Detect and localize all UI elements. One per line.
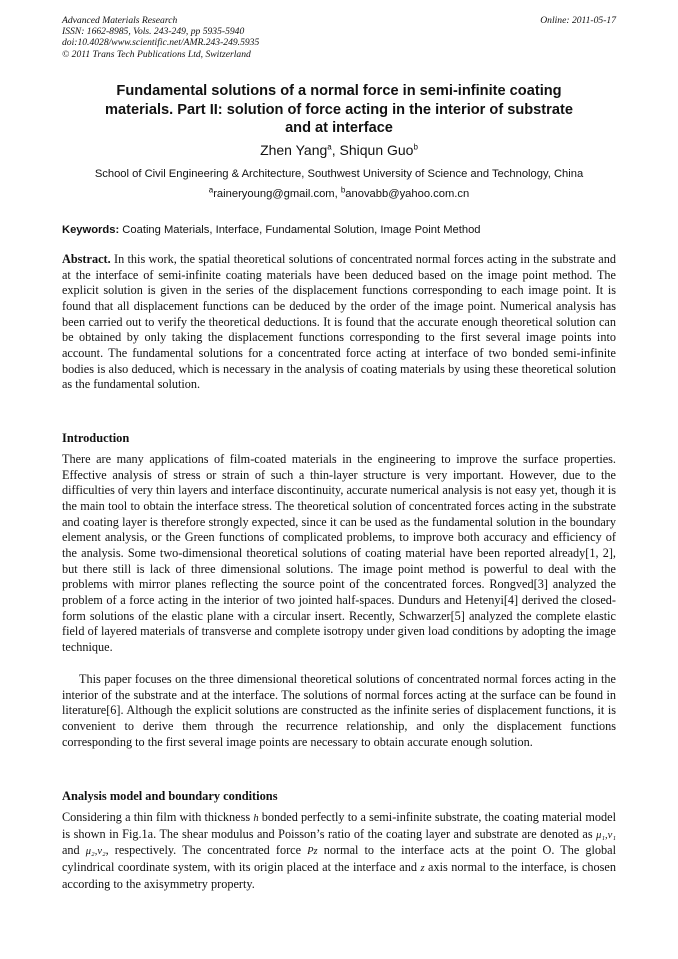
issn-line: ISSN: 1662-8985, Vols. 243-249, pp 5935-5940 xyxy=(62,26,245,38)
math-symbol: z xyxy=(420,862,425,874)
abstract xyxy=(62,252,616,393)
affiliation-marker: a xyxy=(327,142,332,152)
math-symbol: h xyxy=(253,813,259,824)
doi-line: doi:10.4028/www.scientific.net/AMR.243-249.5935 xyxy=(62,37,260,49)
analysis-text: bonded perfectly to a semi-infinite substrate, the coating material model is shown in Fig.1a. The shear modulus and Poisson’s ratio of the coating layer and substrate are denoted as xyxy=(62,810,616,841)
section-heading-analysis: Analysis model and boundary conditions xyxy=(62,789,278,803)
section-heading-introduction: Introduction xyxy=(62,431,130,445)
author-separator: , xyxy=(331,142,340,158)
analysis-paragraph xyxy=(62,810,616,892)
affiliation-marker: b xyxy=(413,142,418,152)
online-date: Online: 2011-05-17 xyxy=(540,15,616,26)
author-list xyxy=(62,141,616,159)
introduction-paragraph: There are many applications of film-coated materials in the engineering to improve the surface properties. Effective analysis of stress or strain of such a thin-layer structure is very important. However, due to the difficulties of very thin layers and interface discontinuity, accurate numerical analysis is not easy yet, though it is the main tool to obtain the interface stress. The theoretical solution of concentrated forces acting in the substrate and coating layer is therefore strongly expected, since it can be used as the fundamental solution in the boundary element analysis, or the Green functions of complicated problems, to improve both accuracy and efficiency of the analysis. Some two-dimensional theoretical solutions of coating material have been reported already[1, 2], but there still is lack of three dimensional solutions. The image point method is powerful to deal with the problems with mirror planes reflecting the source point of the concentrated forces. Rongved[3] analyzed the problem of a force acting in the interior of two jointed half-spaces. Dundurs and Hetenyi[4] derived the closed-form solutions of the elastic plane with a circular insert. Recently, Schwarzer[5] analyzed the complete elastic field of layered materials of transverse and complete isotropy under given load conditions by adopting the image technique. xyxy=(62,452,616,654)
journal-header xyxy=(62,15,616,60)
email-link[interactable]: anovabb@yahoo.com.cn xyxy=(345,188,470,200)
introduction-paragraph: This paper focuses on the three dimensional theoretical solutions of concentrated normal forces acting in the interior of the substrate and at the interface. The solutions of normal forces acting at the surface can be found in literature[6]. Although the explicit solutions are constructed as the infinite series of displacement functions, it is convenient to derive them through the recurrence relationship, and only the displacement functions corresponding to the first several image points are necessary to obtain accurate enough solution. xyxy=(62,672,616,749)
title-line-3: and at interface xyxy=(285,120,393,136)
abstract-text: In this work, the spatial theoretical solutions of concentrated normal forces acting in the substrate and at the interface of semi-infinite coating materials have been deduced based on the image point method. The explicit solution is given in the series of the displacement functions corresponding to each image point. It is found that all displacement functions can be deduced by the order of the image point. Numerical analysis has been carried out to verify the theoretical deductions. It is found that the accurate enough theoretical solution can be obtained by only taking the displacement functions corresponding to the first several image points into account. The fundamental solutions for a concentrated force acting at interface of two bonded semi-infinite bodies is also deduced, which is necessary in the analysis of coating materials by using these theoretical solution as the fundamental solution. xyxy=(62,252,616,392)
paper-title xyxy=(62,82,616,138)
title-line-1: Fundamental solutions of a normal force in semi-infinite coating xyxy=(116,83,562,99)
analysis-text: and xyxy=(62,843,86,858)
analysis-text: , respectively. The concentrated force xyxy=(105,843,308,858)
abstract-label: Abstract. xyxy=(62,252,111,266)
email-marker: b xyxy=(340,185,346,195)
math-symbol: μ₁,ν₁ xyxy=(596,829,616,841)
math-symbol: μ₂,ν₂ xyxy=(85,846,106,858)
affiliation: School of Civil Engineering & Architecture, Southwest University of Science and Technology, China xyxy=(94,168,584,180)
author-emails xyxy=(62,187,616,201)
copyright-line: © 2011 Trans Tech Publications Ltd, Switzerland xyxy=(62,48,251,60)
journal-name: Advanced Materials Research xyxy=(62,15,178,26)
keywords-label: Keywords: xyxy=(62,224,120,236)
email-marker: a xyxy=(208,185,214,195)
keywords xyxy=(62,223,616,237)
analysis-text: axis normal to the interface, is chosen according to the axisymmetry property. xyxy=(62,859,616,891)
email-link[interactable]: raineryoung@gmail.com, xyxy=(213,188,341,200)
math-symbol: Pz xyxy=(307,846,318,858)
keywords-text: Coating Materials, Interface, Fundamental Solution, Image Point Method xyxy=(119,224,481,236)
author-name: Zhen Yang xyxy=(260,142,328,158)
title-line-2: materials. Part II: solution of force acting in the interior of substrate xyxy=(105,101,573,118)
analysis-text: normal to the interface acts at the point O. The global cylindrical coordinate system, with its origin placed at the interface and xyxy=(62,843,616,874)
analysis-text: Considering a thin film with thickness xyxy=(62,810,254,824)
author-name: Shiqun Guo xyxy=(339,142,414,158)
